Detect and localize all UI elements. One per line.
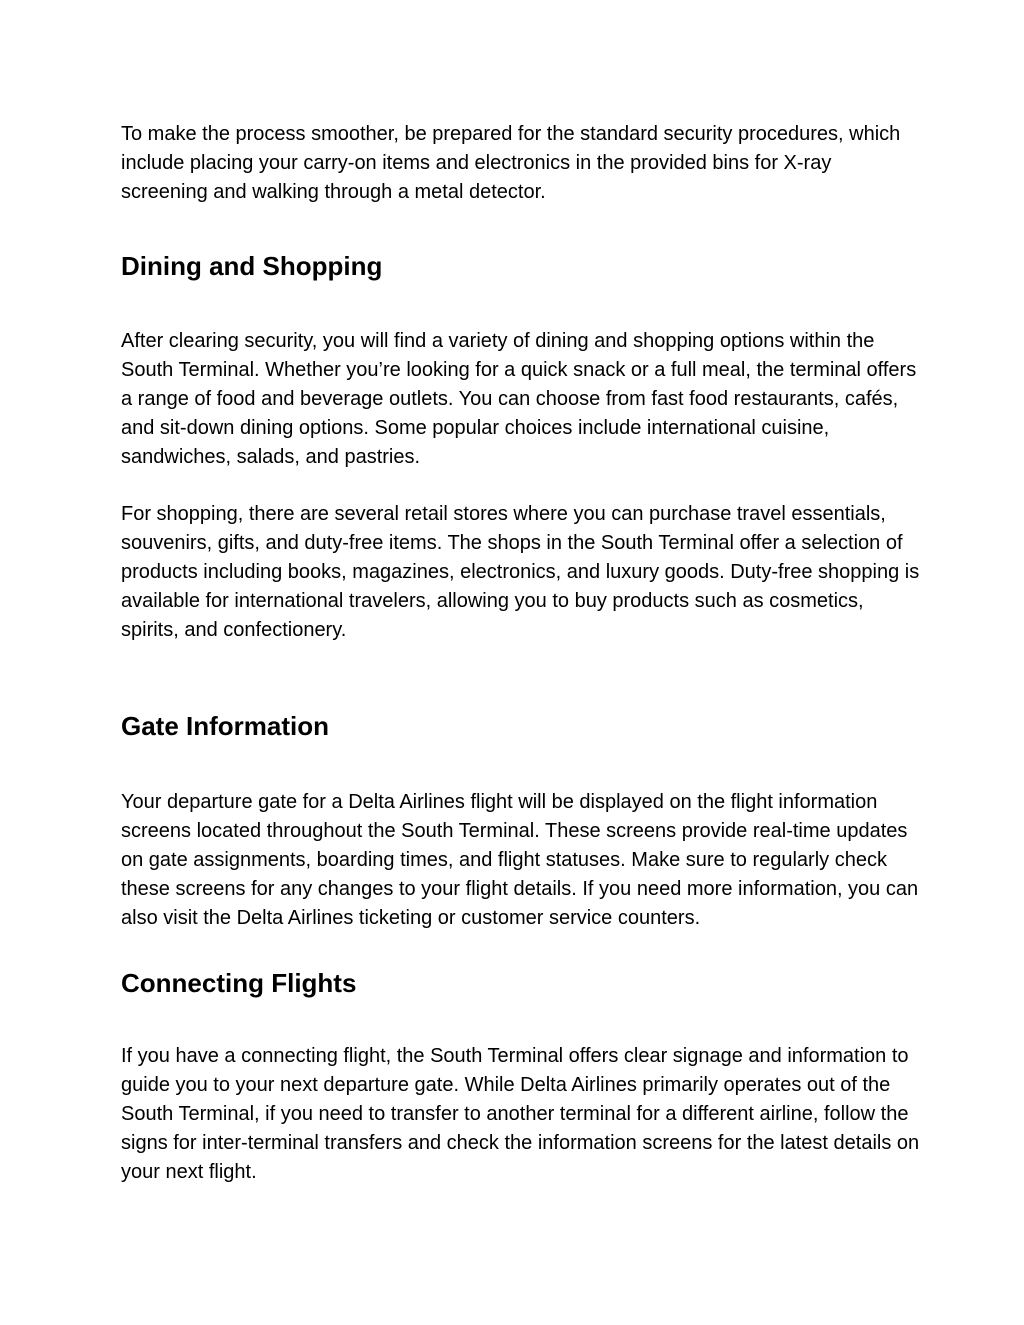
- shopping-paragraph: For shopping, there are several retail stores where you can purchase travel essentials, souvenirs, gifts, and duty-free items. The shops in the South Terminal offer a selection of products including books, magazines, electronics, and luxury goods. Duty-free shopping is available for international travelers, allowing you to buy products such as cosmetics, spirits, and confectionery.: [121, 503, 920, 641]
- dining-shopping-heading: Dining and Shopping: [121, 251, 383, 282]
- connecting-flights-paragraph: If you have a connecting flight, the South Terminal offers clear signage and information to guide you to your next departure gate. While Delta Airlines primarily operates out of the South Terminal, if you need to transfer to another terminal for a different airline, follow the signs for inter-terminal transfers and check the information screens for the latest details on your next flight.: [121, 1045, 920, 1183]
- intro-paragraph: To make the process smoother, be prepared for the standard security procedures, which include placing your carry-on items and electronics in the provided bins for X-ray screening and walking through a metal detector.: [121, 123, 901, 203]
- connecting-flights-heading: Connecting Flights: [121, 968, 357, 999]
- document-page: [121, 120, 921, 1186]
- gate-information-paragraph: Your departure gate for a Delta Airlines flight will be displayed on the flight information screens located throughout the South Terminal. These screens provide real-time updates on gate assignments, boarding times, and flight statuses. Make sure to regularly check these screens for any changes to your flight details. If you need more information, you can also visit the Delta Airlines ticketing or customer service counters.: [121, 791, 919, 929]
- dining-paragraph: After clearing security, you will find a variety of dining and shopping options within the South Terminal. Whether you’re looking for a quick snack or a full meal, the terminal offers a range of food and beverage outlets. You can choose from fast food restaurants, cafés, and sit-down dining options. Some popular choices include international cuisine, sandwiches, salads, and pastries.: [121, 330, 917, 468]
- gate-information-heading: Gate Information: [121, 711, 330, 742]
